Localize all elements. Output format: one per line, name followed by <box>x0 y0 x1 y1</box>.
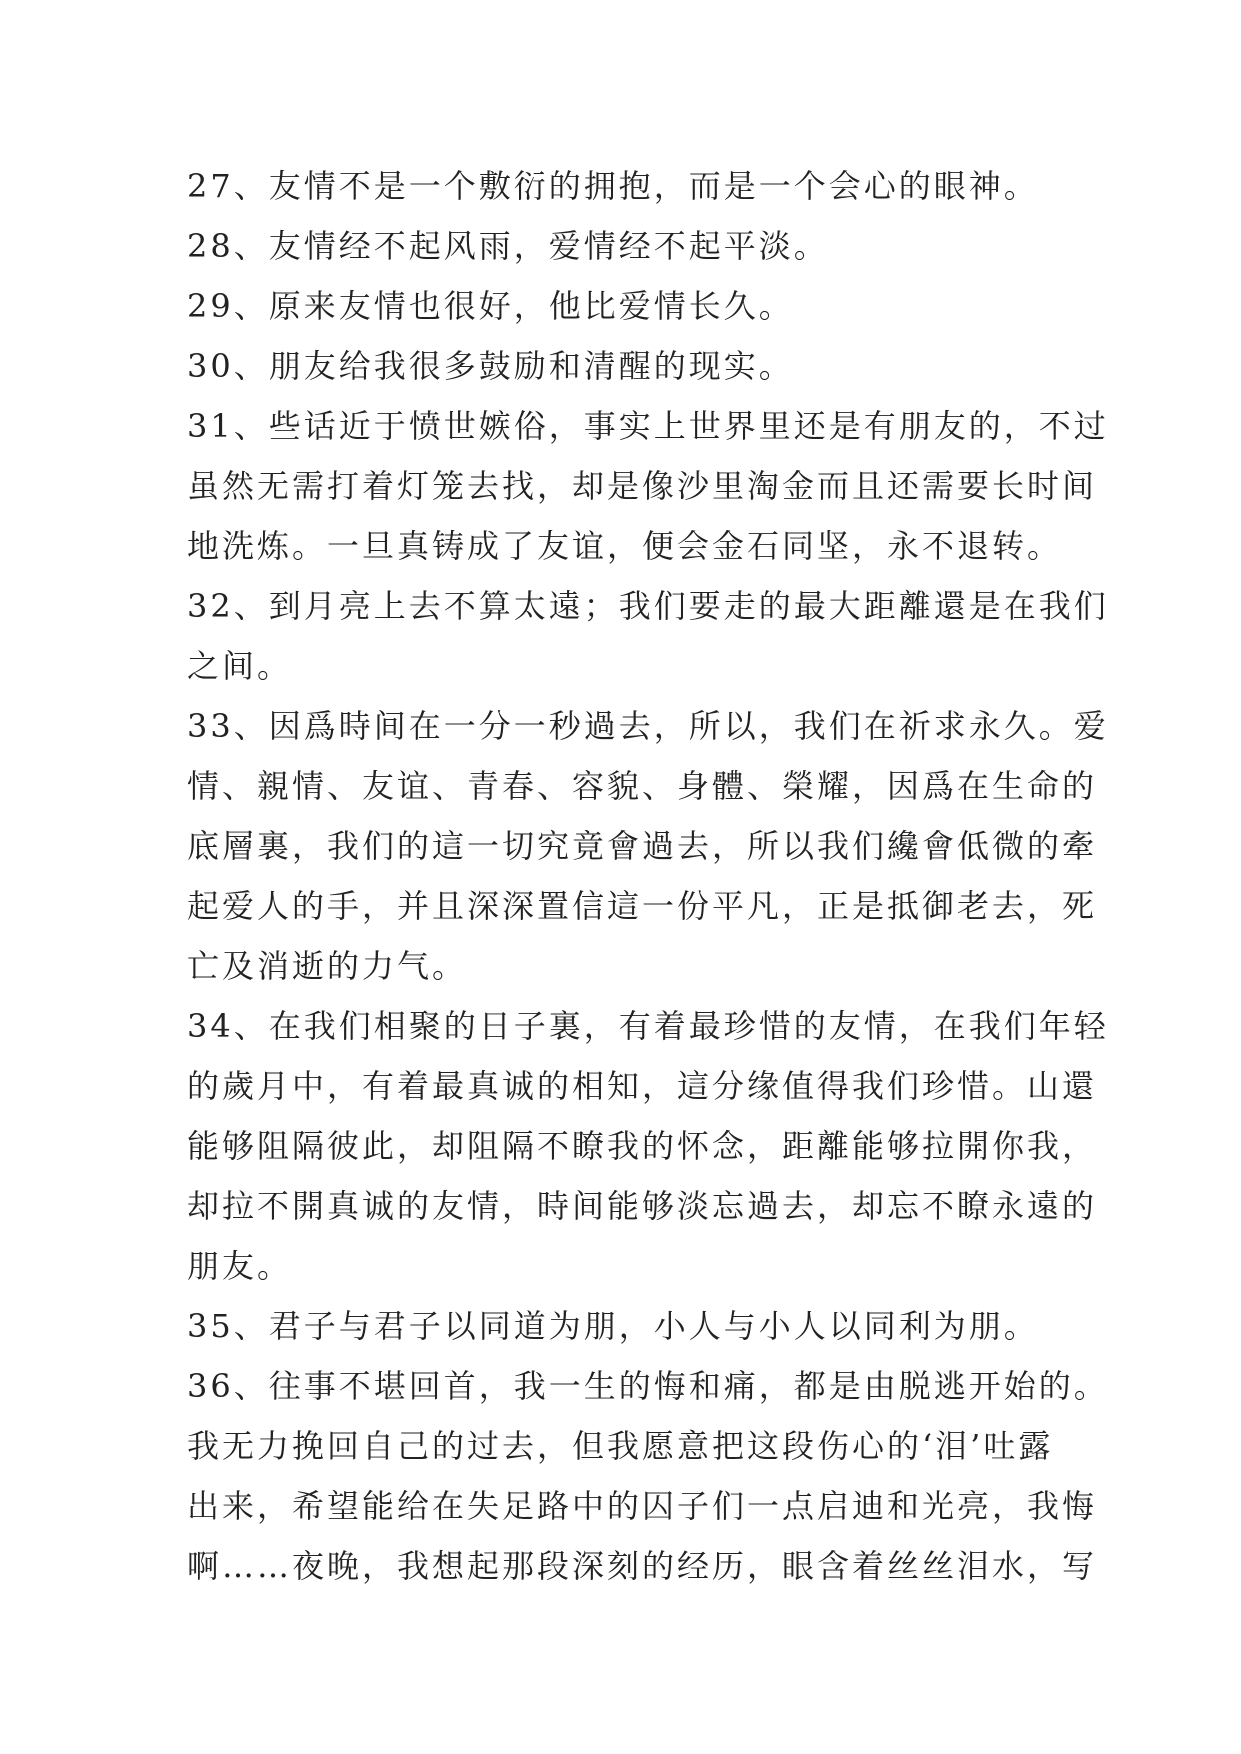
text-line: 33、因爲時间在一分一秒過去，所以，我们在祈求永久。爱 <box>187 707 1109 745</box>
text-line: 亡及消逝的力气。 <box>187 947 468 985</box>
text-line: 朋友。 <box>187 1247 293 1285</box>
text-line: 32、到月亮上去不算太遠；我们要走的最大距離還是在我们 <box>187 587 1109 625</box>
text-line: 出来，希望能给在失足路中的囚子们一点启迪和光亮，我悔 <box>187 1487 1098 1525</box>
text-line: 啊……夜晚，我想起那段深刻的经历，眼含着丝丝泪水，写 <box>187 1547 1098 1585</box>
text-line: 27、友情不是一个敷衍的拥抱，而是一个会心的眼神。 <box>187 167 1039 205</box>
text-line: 34、在我们相聚的日子裏，有着最珍惜的友情，在我们年轻 <box>187 1007 1109 1045</box>
text-line: 底層裏，我们的這一切究竟會過去，所以我们纔會低微的牽 <box>187 827 1098 865</box>
text-line: 36、往事不堪回首，我一生的悔和痛，都是由脱逃开始的。 <box>187 1367 1109 1405</box>
text-line: 我无力挽回自己的过去，但我愿意把这段伤心的‘泪’吐露 <box>187 1427 1054 1465</box>
text-line: 却拉不開真诚的友情，時间能够淡忘過去，却忘不瞭永遠的 <box>187 1187 1098 1225</box>
text-line: 29、原来友情也很好，他比爱情长久。 <box>187 287 794 325</box>
text-line: 31、些话近于愤世嫉俗，事实上世界里还是有朋友的，不过 <box>187 407 1109 445</box>
document-body <box>187 156 1109 1596</box>
text-line: 30、朋友给我很多鼓励和清醒的现实。 <box>187 347 794 385</box>
text-line: 28、友情经不起风雨，爱情经不起平淡。 <box>187 227 829 265</box>
text-line: 的歲月中，有着最真诚的相知，這分缘值得我们珍惜。山還 <box>187 1067 1098 1105</box>
text-line: 情、親情、友谊、青春、容貌、身體、榮耀，因爲在生命的 <box>187 767 1098 805</box>
text-line: 之间。 <box>187 647 293 685</box>
text-line: 能够阻隔彼此，却阻隔不瞭我的怀念，距離能够拉開你我， <box>187 1127 1098 1165</box>
text-line: 虽然无需打着灯笼去找，却是像沙里淘金而且还需要长时间 <box>187 467 1098 505</box>
text-line: 地洗炼。一旦真铸成了友谊，便会金石同坚，永不退转。 <box>187 527 1063 565</box>
text-line: 起爱人的手，并且深深置信這一份平凡，正是抵御老去，死 <box>187 887 1098 925</box>
text-line: 35、君子与君子以同道为朋，小人与小人以同利为朋。 <box>187 1307 1039 1345</box>
